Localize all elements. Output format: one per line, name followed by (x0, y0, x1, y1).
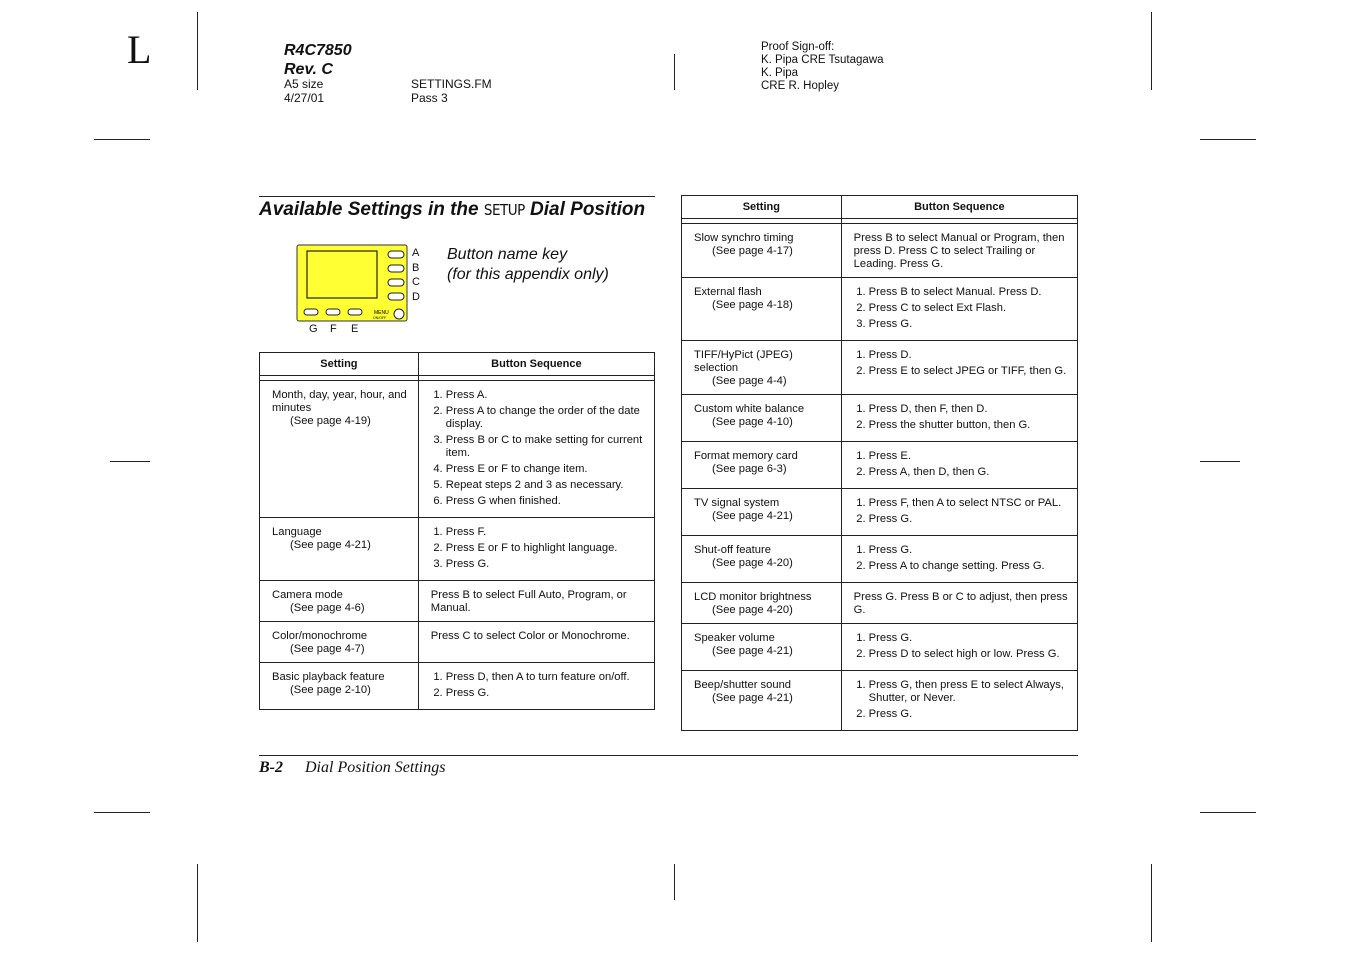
step-list (854, 450, 1071, 479)
crop-mark (1200, 812, 1256, 813)
page-reference: (See page 6-3) (712, 463, 787, 475)
section-title (259, 199, 645, 221)
sequence-cell (841, 489, 1077, 536)
header-setting: Setting (682, 196, 842, 219)
step-item: 2. Press A, then D, then G. (869, 466, 1071, 479)
crop-mark (674, 54, 675, 90)
title-rule (259, 196, 655, 197)
label-d: D (412, 290, 420, 303)
page-number: B-2 (259, 759, 283, 776)
key-line: Button name key (447, 246, 568, 263)
label-b: B (412, 261, 420, 274)
crop-mark (94, 812, 150, 813)
table-row (682, 583, 1078, 624)
table-header-row (260, 353, 655, 376)
button-d (388, 293, 404, 300)
setting-name: Month, day, year, hour, and minutes (272, 389, 407, 414)
setting-cell (682, 224, 842, 278)
page-footer (259, 759, 445, 777)
table-row (682, 536, 1078, 583)
page-reference: (See page 4-17) (712, 245, 793, 257)
crop-mark (94, 139, 150, 140)
table-row (682, 624, 1078, 671)
sequence-cell (841, 395, 1077, 442)
step-item: 2. Press G. (446, 687, 648, 700)
setting-name: Camera mode (272, 589, 343, 601)
table-row (682, 224, 1078, 278)
title-part: Dial Position (524, 199, 646, 220)
step-list (431, 671, 648, 700)
button-e (348, 309, 362, 315)
pass-number: Pass 3 (411, 91, 448, 105)
page-reference: (See page 2-10) (290, 684, 371, 696)
setting-cell (260, 622, 419, 663)
page-reference: (See page 4-10) (712, 416, 793, 428)
table-row (260, 663, 655, 710)
table-row (260, 581, 655, 622)
menu-sub-label: ON/OFF (373, 316, 387, 320)
setting-cell (682, 341, 842, 395)
lcd-screen (307, 251, 377, 298)
settings-table-left (259, 352, 655, 710)
setting-cell (260, 581, 419, 622)
step-item: 1. Press D, then A to turn feature on/off. (446, 671, 648, 684)
sequence-cell (418, 622, 654, 663)
step-item: 1. Press G, then press E to select Always, Shutter, or Never. (869, 679, 1071, 705)
step-item: 1. Press E. (869, 450, 1071, 463)
doc-header-left (284, 41, 352, 79)
sequence-text: Press G. Press B or C to adjust, then press G. (853, 591, 1068, 616)
footer-rule (259, 755, 1078, 756)
page-reference: (See page 4-21) (712, 645, 793, 657)
setting-name: External flash (694, 286, 762, 298)
setting-name: Shut-off feature (694, 544, 771, 556)
step-item: 1. Press A. (446, 389, 648, 402)
page-size: A5 size (284, 77, 324, 91)
step-list (854, 349, 1071, 378)
table-row (682, 671, 1078, 731)
proof-line: K. Pipa CRE Tsutagawa (761, 54, 884, 66)
step-item: 2. Press C to select Ext Flash. (869, 302, 1071, 315)
sequence-cell (841, 624, 1077, 671)
setting-name: Basic playback feature (272, 671, 385, 683)
page-reference: (See page 4-7) (290, 643, 365, 655)
camera-back-diagram (296, 244, 408, 322)
setting-name: Custom white balance (694, 403, 805, 415)
crop-mark (1151, 864, 1152, 942)
setting-cell (260, 381, 419, 518)
page-reference: (See page 4-4) (712, 375, 787, 387)
file-name: SETTINGS.FM (411, 77, 492, 91)
label-e: E (351, 323, 359, 335)
setting-name: LCD monitor brightness (694, 591, 812, 603)
crop-mark (1200, 461, 1240, 462)
menu-label: MENU (374, 310, 389, 316)
step-item: 1. Press G. (869, 544, 1071, 557)
sequence-cell (418, 381, 654, 518)
step-item: 1. Press F. (446, 526, 648, 539)
bottom-labels (309, 323, 358, 335)
step-list (854, 544, 1071, 573)
label-g: G (309, 323, 318, 335)
setting-cell (682, 395, 842, 442)
settings-table-right (681, 195, 1078, 731)
button-g (304, 309, 318, 315)
setting-cell (682, 536, 842, 583)
sequence-cell (841, 536, 1077, 583)
setting-cell (682, 583, 842, 624)
proof-line: K. Pipa (761, 67, 799, 79)
step-item: 2. Press A to change the order of the date display. (446, 405, 648, 431)
proof-signoff (761, 41, 884, 93)
corner-letter: L (127, 27, 152, 72)
step-item: 1. Press B to select Manual. Press D. (869, 286, 1071, 299)
button-key-caption (447, 245, 609, 285)
setting-cell (682, 442, 842, 489)
page-reference: (See page 4-19) (290, 415, 371, 427)
setting-cell (682, 624, 842, 671)
step-item: 2. Press the shutter button, then G. (869, 419, 1071, 432)
step-list (854, 632, 1071, 661)
button-b (388, 265, 404, 272)
setting-name: Language (272, 526, 322, 538)
page-reference: (See page 4-6) (290, 602, 365, 614)
sequence-cell (418, 518, 654, 581)
table-row (682, 341, 1078, 395)
sequence-cell (841, 278, 1077, 341)
footer-title: Dial Position Settings (305, 759, 446, 776)
step-list (854, 497, 1071, 526)
label-a: A (412, 247, 420, 259)
sequence-text: Press B to select Full Auto, Program, or Manual. (430, 589, 627, 614)
setting-name: Color/monochrome (272, 630, 368, 642)
crop-mark (1151, 12, 1152, 90)
table-row (682, 442, 1078, 489)
step-list (854, 403, 1071, 432)
header-setting: Setting (260, 353, 419, 376)
header-sequence: Button Sequence (841, 196, 1077, 219)
step-item: 3. Press G. (869, 318, 1071, 331)
setting-name: TIFF/HyPict (JPEG) selection (694, 349, 793, 374)
setting-name: Format memory card (694, 450, 798, 462)
sequence-text: Press C to select Color or Monochrome. (430, 630, 630, 642)
step-item: 1. Press F, then A to select NTSC or PAL. (869, 497, 1071, 510)
step-list (854, 286, 1071, 331)
page-reference: (See page 4-21) (712, 692, 793, 704)
proof-line: CRE R. Hopley (761, 80, 839, 92)
sequence-cell (418, 663, 654, 710)
step-item: 2. Press A to change setting. Press G. (869, 560, 1071, 573)
step-item: 3. Press B or C to make setting for current item. (446, 434, 648, 460)
table-row (682, 395, 1078, 442)
page-reference: (See page 4-21) (712, 510, 793, 522)
step-item: 2. Press E or F to highlight language. (446, 542, 648, 555)
setting-cell (682, 671, 842, 731)
label-c: C (412, 276, 420, 288)
step-item: 2. Press G. (869, 513, 1071, 526)
step-item: 1. Press G. (869, 632, 1071, 645)
sequence-text: Press B to select Manual or Program, then press D. Press C to select Trailing or Leading. Press G. (853, 232, 1065, 270)
table-row (682, 278, 1078, 341)
page-reference: (See page 4-18) (712, 299, 793, 311)
key-line: (for this appendix only) (447, 266, 609, 283)
setting-cell (260, 518, 419, 581)
side-labels (412, 246, 420, 304)
revision: Rev. C (284, 61, 333, 78)
sequence-cell (841, 224, 1077, 278)
step-list (854, 679, 1071, 721)
table-header-row (682, 196, 1078, 219)
setting-cell (260, 663, 419, 710)
setup-dial-label: SETUP (483, 201, 525, 219)
menu-dial (394, 309, 404, 319)
proof-title: Proof Sign-off: (761, 41, 835, 53)
crop-mark (197, 864, 198, 942)
step-item: 2. Press G. (869, 708, 1071, 721)
step-item: 5. Repeat steps 2 and 3 as necessary. (446, 479, 648, 492)
doc-date: 4/27/01 (284, 91, 325, 105)
table-row (682, 489, 1078, 536)
step-item: 2. Press D to select high or low. Press G. (869, 648, 1071, 661)
step-item: 1. Press D. (869, 349, 1071, 362)
step-list (431, 526, 648, 571)
table-row (260, 622, 655, 663)
sequence-cell (841, 341, 1077, 395)
setting-name: Speaker volume (694, 632, 775, 644)
crop-mark (197, 12, 198, 90)
step-item: 2. Press E to select JPEG or TIFF, then G. (869, 365, 1071, 378)
crop-mark (1200, 139, 1256, 140)
crop-mark (674, 864, 675, 900)
sequence-cell (841, 442, 1077, 489)
model-number: R4C7850 (284, 42, 352, 59)
setting-cell (682, 278, 842, 341)
sequence-cell (841, 671, 1077, 731)
page-reference: (See page 4-20) (712, 604, 793, 616)
page-reference: (See page 4-21) (290, 539, 371, 551)
header-sequence: Button Sequence (418, 353, 654, 376)
page-reference: (See page 4-20) (712, 557, 793, 569)
setting-name: TV signal system (694, 497, 780, 509)
setting-cell (682, 489, 842, 536)
title-part: Available Settings in the (259, 199, 484, 220)
step-item: 6. Press G when finished. (446, 495, 648, 508)
step-item: 4. Press E or F to change item. (446, 463, 648, 476)
crop-mark (110, 461, 150, 462)
step-list (431, 389, 648, 508)
sequence-cell (841, 583, 1077, 624)
label-f: F (330, 323, 337, 335)
setting-name: Beep/shutter sound (694, 679, 792, 691)
setting-name: Slow synchro timing (694, 232, 794, 244)
button-a (388, 251, 404, 258)
button-f (326, 309, 340, 315)
sequence-cell (418, 581, 654, 622)
table-row (260, 518, 655, 581)
table-row (260, 381, 655, 518)
step-item: 3. Press G. (446, 558, 648, 571)
step-item: 1. Press D, then F, then D. (869, 403, 1071, 416)
button-c (388, 279, 404, 286)
